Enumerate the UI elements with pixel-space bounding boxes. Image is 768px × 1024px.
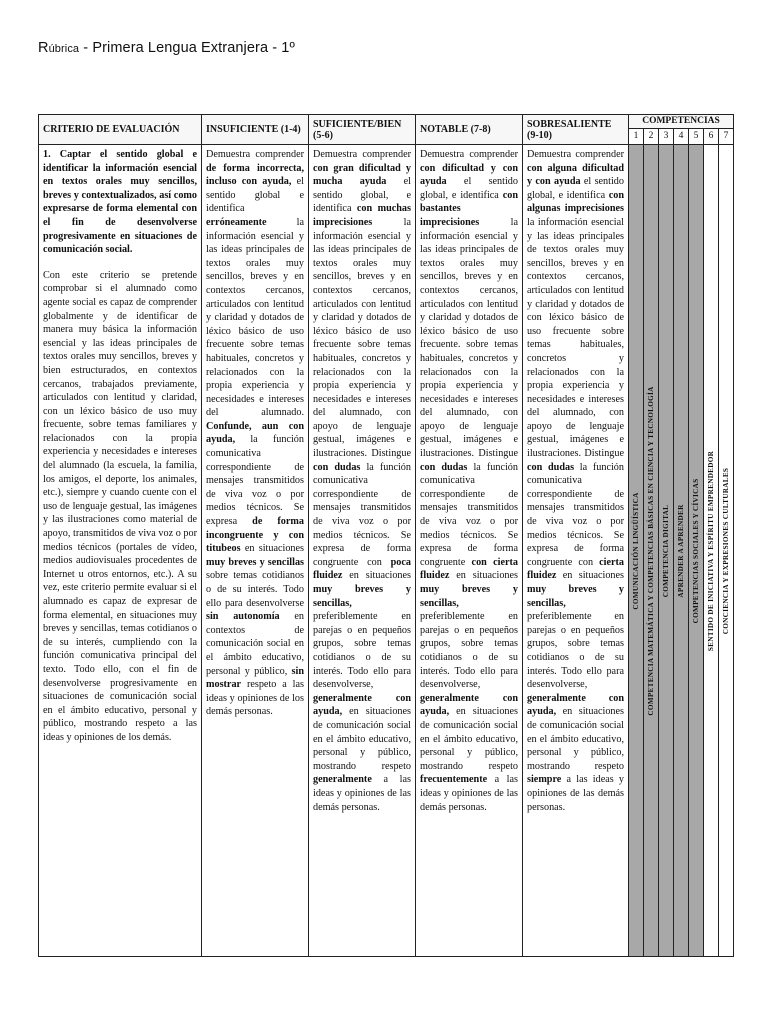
text-segment: el sentido global e identifica: [206, 176, 304, 215]
text-emphasis: con dificultad y con ayuda: [420, 162, 518, 188]
text-emphasis: frecuentemente: [420, 774, 488, 786]
text-segment: Demuestra comprender: [420, 149, 518, 160]
competencia-column-2: [644, 145, 659, 957]
text-segment: la función comunicativa correspondiente de mensajes transmitidos de viva voz o por medios técnicos. Se expresa de forma congruente con: [313, 461, 411, 568]
header-sobresaliente: SOBRESALIENTE (9-10): [523, 115, 629, 145]
header-competencias: COMPETENCIAS: [629, 115, 734, 129]
comp-number: 3: [659, 128, 674, 144]
text-segment: respeto a las ideas y opiniones de los demás personas.: [206, 679, 304, 718]
text-segment: en situaciones: [240, 543, 304, 555]
comp-number: 4: [674, 128, 689, 144]
header-suficiente: SUFICIENTE/BIEN (5-6): [309, 115, 416, 145]
header-notable: NOTABLE (7-8): [416, 115, 523, 145]
text-segment: el sentido global, e identifica: [313, 176, 411, 215]
comp-number: 6: [704, 128, 719, 144]
text-emphasis: muy breves y sencillas,: [420, 584, 518, 609]
text-emphasis: erróneamente: [206, 216, 267, 228]
text-segment: preferiblemente en parejas o en pequeños grupos, sobre temas cotidianos o de su interés. Todo ello para desenvolverse,: [420, 611, 518, 691]
competencia-column-4: [674, 145, 689, 957]
title-rest: - Primera Lengua Extranjera - 1º: [79, 40, 295, 56]
text-emphasis: con bastantes imprecisiones: [420, 189, 518, 228]
text-emphasis: sin mostrar: [206, 665, 304, 691]
text-segment: preferiblemente en parejas o en pequeños grupos, sobre temas cotidianos o de su interés. Todo ello para desenvolverse,: [527, 611, 624, 691]
text-emphasis: muy breves y sencillas,: [527, 584, 624, 609]
suficiente-cell: [309, 145, 416, 957]
text-segment: la información esencial y las ideas principales de textos orales muy sencillos, breves y en contextos cercanos, articulados con lentitud y claridad y dotados de léxico básico de uso frecuente sobre temas habituales, concretos y relacionados con la propia experiencia y necesidades e intereses del alumnado, con apoyo de lenguaje gestual, imágenes e ilustraciones. Distingue: [313, 216, 411, 460]
criterio-title: 1. Captar el sentido global e identificar la información esencial en textos orales muy sencillos, breves y contextualizados, así como expresarse de forma elemental con el fin de desenvolverse progresivamente en situaciones de comunicación social.: [43, 149, 197, 256]
text-segment: en situaciones de comunicación social en el ámbito educativo, personal y público, mostrando respeto: [420, 706, 518, 772]
text-emphasis: generalmente con ayuda,: [313, 692, 411, 718]
text-emphasis: con cierta fluidez: [420, 556, 518, 582]
text-segment: Demuestra comprender: [527, 149, 624, 160]
text-emphasis: con dudas: [527, 461, 575, 473]
competencia-label: SENTIDO DE INICIATIVA Y ESPÍRITU EMPRENDEDOR: [707, 450, 715, 651]
text-segment: el sentido global, e identifica: [420, 176, 518, 201]
title-rubrica-rest: úbrica: [48, 43, 80, 55]
text-segment: en situaciones de comunicación social en el ámbito educativo, personal y público, mostrando respeto: [313, 706, 411, 772]
competencia-column-6: [704, 145, 719, 957]
text-emphasis: sin autonomía: [206, 611, 280, 623]
criterio-body: Con este criterio se pretende comprobar si el alumnado como agente social es capaz de comprender globalmente y de identificar de manera muy básica la información esencial y las ideas principales de textos orales muy sencillos, breves y bien estructurados, en contextos cercanos, trabajados previamente, articulados con lentitud y claridad, con un léxico básico de uso muy frecuente, sobre temas familiares y relacionados con la propia experiencia y necesidades e intereses del alumnado (la escuela, la familia, los amigos, el deporte, los animales, etc.), siempre y cuando cuente con el uso de lenguaje gestual, las imágenes y las ilustraciones como material de apoyo, transmitidos de viva voz o por medios técnicos (portales de vídeo, medios audiovisuales procedentes de Internet u otros entornos, etc.). A su vez, este criterio permite evaluar si el alumnado es capaz de expresar de forma elemental, en situaciones muy breves y sencillas, temas cotidianos o de su interés, cumpliendo con la función comunicativa principal del texto. Todo ello, con el fin de desenvolverse progresivamente en situaciones de comunicación social en el ámbito educativo, personal y público, mostrando respeto a las ideas y opiniones de los demás.: [43, 269, 197, 743]
text-emphasis: con gran dificultad y mucha ayuda: [313, 162, 411, 188]
text-segment: a las ideas y opiniones de las demás personas.: [313, 774, 411, 813]
text-segment: Demuestra comprender: [206, 149, 304, 160]
text-emphasis: generalmente: [313, 774, 372, 786]
text-segment: sobre temas cotidianos o de su interés. Todo ello para desenvolverse: [206, 570, 304, 609]
text-segment: preferiblemente en parejas o en pequeños grupos, sobre temas cotidianos o de su interés. Todo ello para desenvolverse,: [313, 611, 411, 691]
text-emphasis: con dudas: [313, 461, 361, 473]
text-segment: a las ideas y opiniones de las demás personas.: [420, 774, 518, 813]
text-segment: en situaciones: [449, 570, 518, 582]
criterio-cell: [39, 145, 202, 957]
text-emphasis: cierta fluidez: [527, 556, 624, 582]
comp-number: 5: [689, 128, 704, 144]
text-segment: en situaciones: [342, 570, 411, 582]
title-rubrica-initial: R: [38, 40, 49, 56]
header-criterio: CRITERIO DE EVALUACIÓN: [39, 115, 202, 145]
text-emphasis: con algunas imprecisiones: [527, 189, 624, 215]
text-segment: en contextos de comunicación social en el ámbito educativo, personal y público,: [206, 611, 304, 677]
text-emphasis: Confunde, aun con ayuda,: [206, 420, 304, 446]
competencia-label: COMPETENCIAS SOCIALES Y CÍVICAS: [692, 478, 700, 623]
text-emphasis: muy breves y sencillas: [206, 556, 304, 568]
text-emphasis: poca fluidez: [313, 556, 411, 582]
text-emphasis: siempre: [527, 774, 562, 786]
text-segment: la función comunicativa correspondiente de mensajes transmitidos de viva voz o por medios técnicos. Se expresa de forma congruente con: [527, 461, 624, 568]
insuficiente-cell: [202, 145, 309, 957]
text-emphasis: muy breves y sencillas,: [313, 584, 411, 609]
rubric-table: [38, 114, 734, 957]
text-emphasis: generalmente con ayuda,: [527, 692, 624, 718]
text-emphasis: con alguna dificultad y con ayuda: [527, 162, 624, 188]
comp-number: 1: [629, 128, 644, 144]
competencia-label: COMUNICACIÓN LINGÜÍSTICA: [632, 491, 640, 610]
text-segment: la función comunicativa correspondiente de mensajes transmitidos de viva voz o por medios técnicos. Se expresa: [206, 434, 304, 528]
text-emphasis: de forma incorrecta, incluso con ayuda,: [206, 162, 304, 188]
comp-number: 7: [719, 128, 734, 144]
competencia-column-5: [689, 145, 704, 957]
header-insuficiente: INSUFICIENTE (1-4): [202, 115, 309, 145]
text-segment: a las ideas y opiniones de las demás personas.: [527, 774, 624, 813]
text-segment: la información esencial y las ideas principales de textos orales muy sencillos, breves y en contextos cercanos, articulados con lentitud y claridad y dotados de léxico básico de uso frecuente sobre temas habituales, concretos y relacionados con la propia experiencia y necesidades e intereses del alumnado.: [206, 216, 304, 419]
text-emphasis: con muchas imprecisiones: [313, 203, 411, 228]
text-emphasis: con dudas: [420, 461, 468, 473]
sobresaliente-cell: [523, 145, 629, 957]
text-segment: la información esencial y las ideas principales de textos orales muy sencillos, breves y en contextos cercanos, articulados con lentitud y claridad y dotados de léxico básico de uso frecuente. sobre temas habituales, concretos y relacionados con la propia experiencia y necesidades e intereses del alumnado, con apoyo de lenguaje gestual, imágenes e ilustraciones. Distingue: [420, 216, 518, 460]
text-segment: la función comunicativa correspondiente de mensajes transmitidos de viva voz o por medios técnicos. Se expresa de forma congruente: [420, 461, 518, 568]
competencia-label: APRENDER A APRENDER: [677, 503, 685, 598]
notable-cell: [416, 145, 523, 957]
competencia-label: CONCIENCIA Y EXPRESIONES CULTURALES: [722, 467, 730, 634]
competencia-label: COMPETENCIA MATEMÁTICA Y COMPETENCIAS BÁSICAS EN CIENCIA Y TECNOLOGÍA: [647, 385, 655, 716]
competencia-column-3: [659, 145, 674, 957]
competencia-column-7: [719, 145, 734, 957]
text-emphasis: de forma incongruente y con titubeos: [206, 516, 304, 555]
text-segment: el sentido global, e identifica: [527, 176, 624, 201]
text-segment: Demuestra comprender: [313, 149, 411, 160]
text-segment: en situaciones de comunicación social en el ámbito educativo, personal y público, mostrando respeto: [527, 706, 624, 772]
text-segment: la información esencial y las ideas principales de textos orales muy sencillos, breves y en contextos cercanos, articulados con lentitud y claridad y dotados de con léxico básico de uso frecuente sobre temas habituales, concretos y relacionados con la propia experiencia y necesidades e intereses del alumnado, con apoyo de lenguaje gestual, imágenes e ilustraciones. Distingue: [527, 216, 624, 460]
comp-number: 2: [644, 128, 659, 144]
text-segment: en situaciones: [556, 570, 624, 582]
page-title: [38, 40, 295, 56]
text-emphasis: generalmente con ayuda,: [420, 692, 518, 718]
competencia-column-1: [629, 145, 644, 957]
competencia-label: COMPETENCIA DIGITAL: [662, 504, 670, 597]
